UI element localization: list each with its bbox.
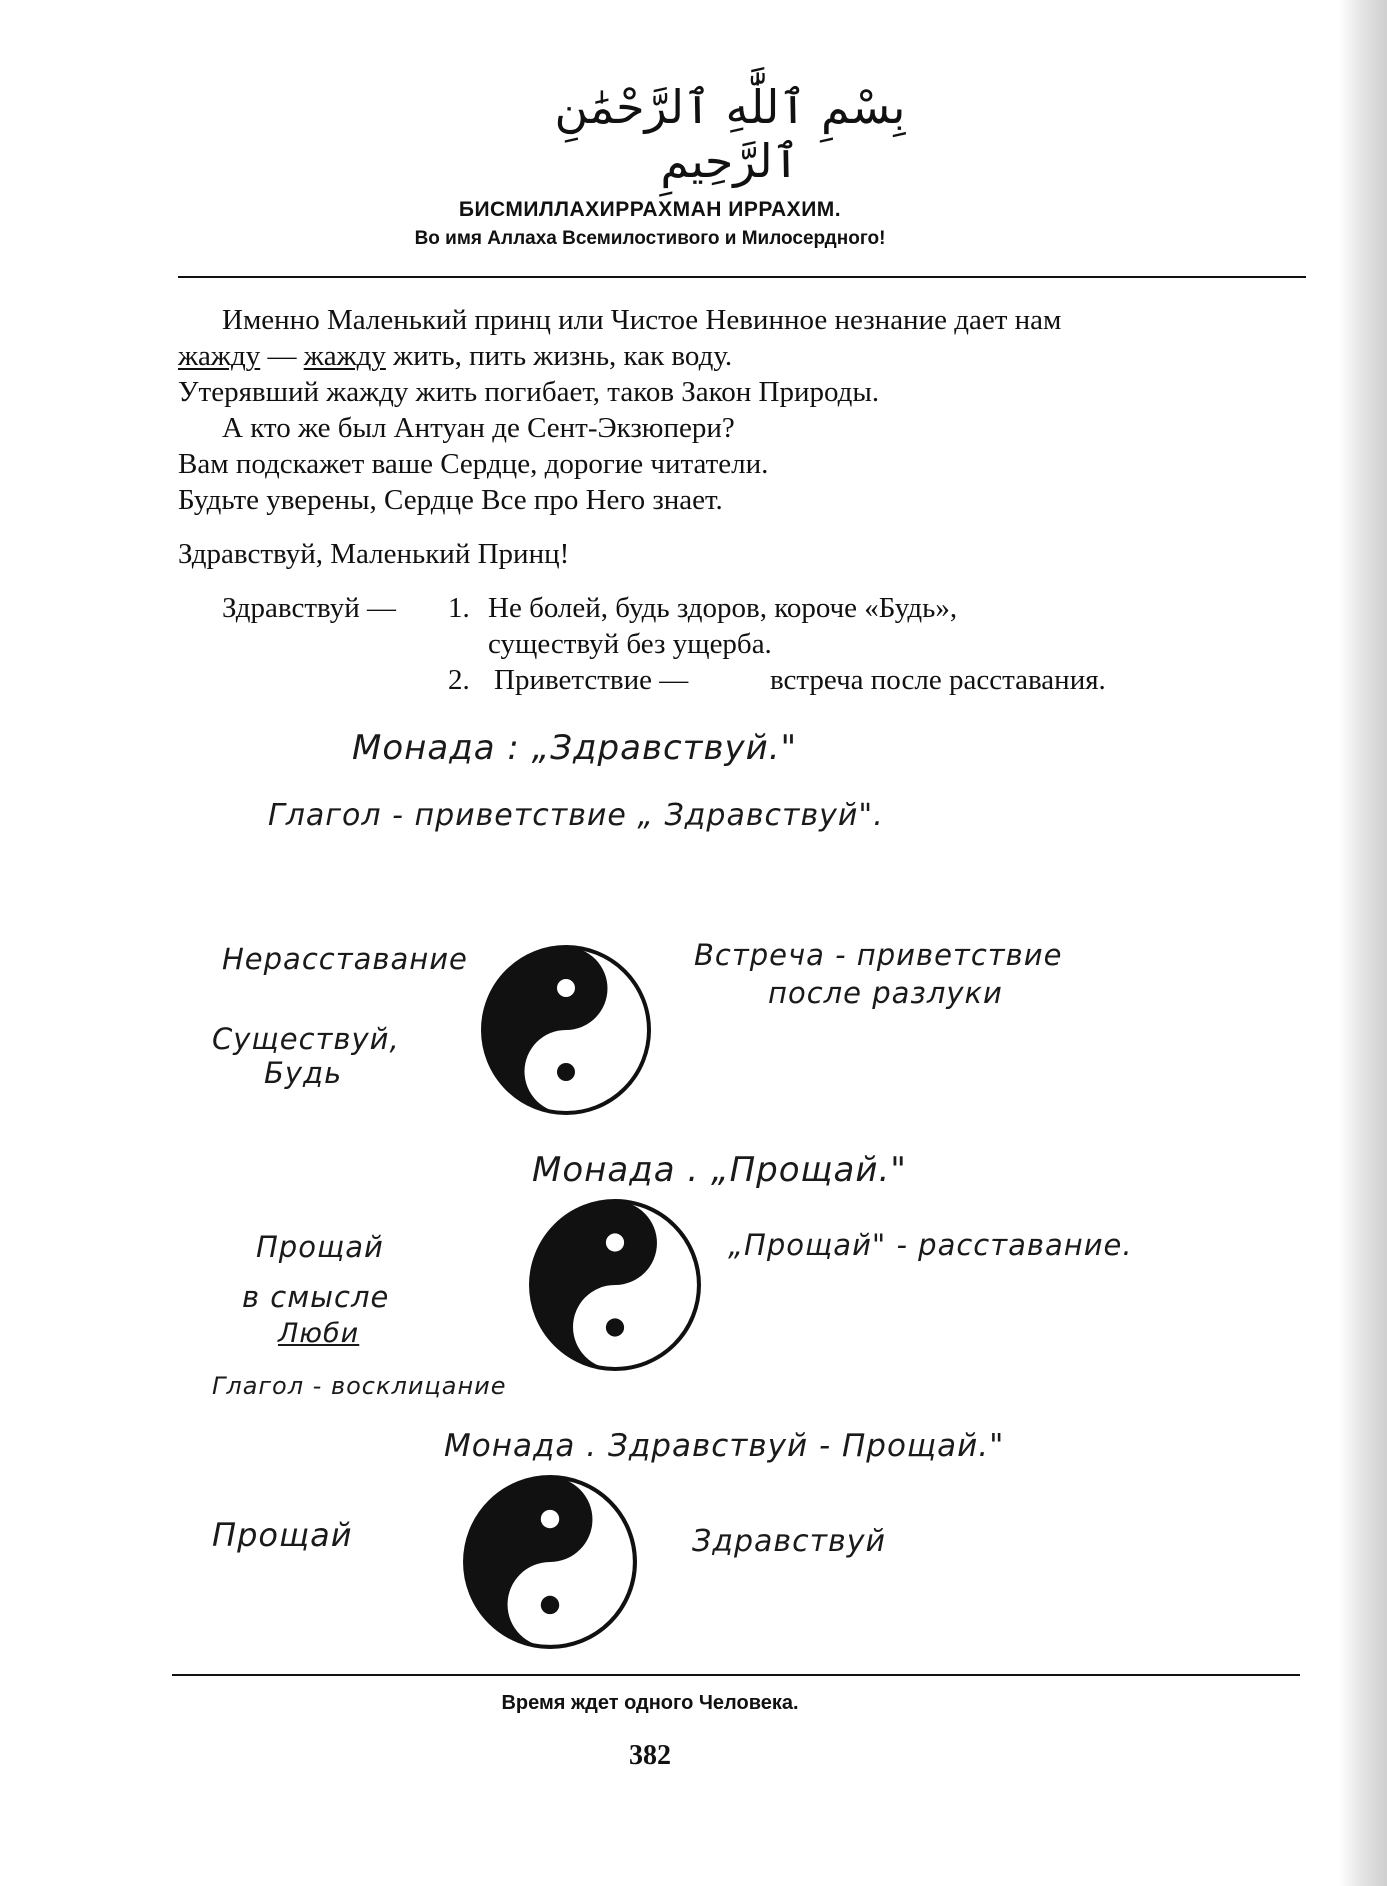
underlined-word: жажду [303,340,386,372]
diagram-3-label-right: Здравствуй [692,1524,886,1559]
diagram-2-label-left-a: Прощай [256,1230,384,1264]
basmala-calligraphy: بِسْمِ ٱللَّٰهِ ٱلرَّحْمَٰنِ ٱلرَّحِيمِ [554,80,906,188]
paragraph-1-line-2 [178,338,732,374]
paragraph-6: Здравствуй, Маленький Принц! [178,538,570,570]
diagram-2-label-left-c: Люби [278,1318,360,1349]
diagram-2-title: Монада . „Прощай." [532,1150,907,1190]
page-number: 382 [629,1740,671,1771]
diagram-1-label-left-b: Существуй, [212,1022,400,1056]
definition-2-number: 2. [448,664,470,696]
paragraph-1-tail: жить, пить жизнь, как воду. [385,340,733,372]
footer-text: Время ждет одного Человека. [501,1692,799,1714]
page-edge-shadow [1339,0,1387,1886]
definition-term: Здравствуй — [222,592,396,624]
diagram-1-label-right-b: после разлуки [768,976,1003,1010]
yin-yang-icon [462,1474,638,1650]
header-rule [178,276,1306,278]
yin-yang-icon [528,1198,702,1372]
header-title: БИСМИЛЛАХИРРАХМАН ИРРАХИМ. [458,198,842,221]
diagram-1-label-right-a: Встреча - приветствие [694,938,1063,972]
diagram-2-label-left-d: Глагол - восклицание [212,1372,507,1400]
diagram-3-label-left: Прощай [212,1516,353,1554]
definition-1-number: 1. [448,592,470,624]
yin-yang-icon [480,944,652,1116]
paragraph-1-line-1: Именно Маленький принц или Чистое Невинное незнание дает нам [222,304,1062,336]
header-subtitle: Во имя Аллаха Всемилостивого и Милосердного! [414,228,886,249]
paragraph-5: Будьте уверены, Сердце Все про Него знает. [178,484,723,516]
handwritten-monad-hello: Монада : „Здравствуй." [352,728,798,768]
underlined-word: жажду [178,340,261,372]
definition-1-line-1: Не болей, будь здоров, короче «Будь», [488,592,958,624]
paragraph-2: Утерявший жажду жить погибает, таков Закон Природы. [178,376,880,408]
definition-2-text: Приветствие — [494,664,689,696]
footer-rule [172,1674,1300,1676]
dash: — [260,340,304,372]
paragraph-4: Вам подскажет ваше Сердце, дорогие читатели. [178,448,769,480]
paragraph-3: А кто же был Антуан де Сент-Экзюпери? [222,412,735,444]
diagram-2-label-right: „Прощай" - расставание. [728,1228,1133,1262]
diagram-2-label-left-b: в смысле [242,1280,390,1314]
definition-2-text-2: встреча после расставания. [770,664,1106,696]
diagram-1-label-left-a: Нерасставание [222,942,468,976]
diagram-3-title: Монада . Здравствуй - Прощай." [444,1428,1005,1464]
handwritten-verb-greeting: Глагол - приветствие „ Здравствуй". [268,798,884,833]
diagram-1-label-left-c: Будь [264,1056,343,1090]
definition-1-line-2: существуй без ущерба. [488,628,772,660]
